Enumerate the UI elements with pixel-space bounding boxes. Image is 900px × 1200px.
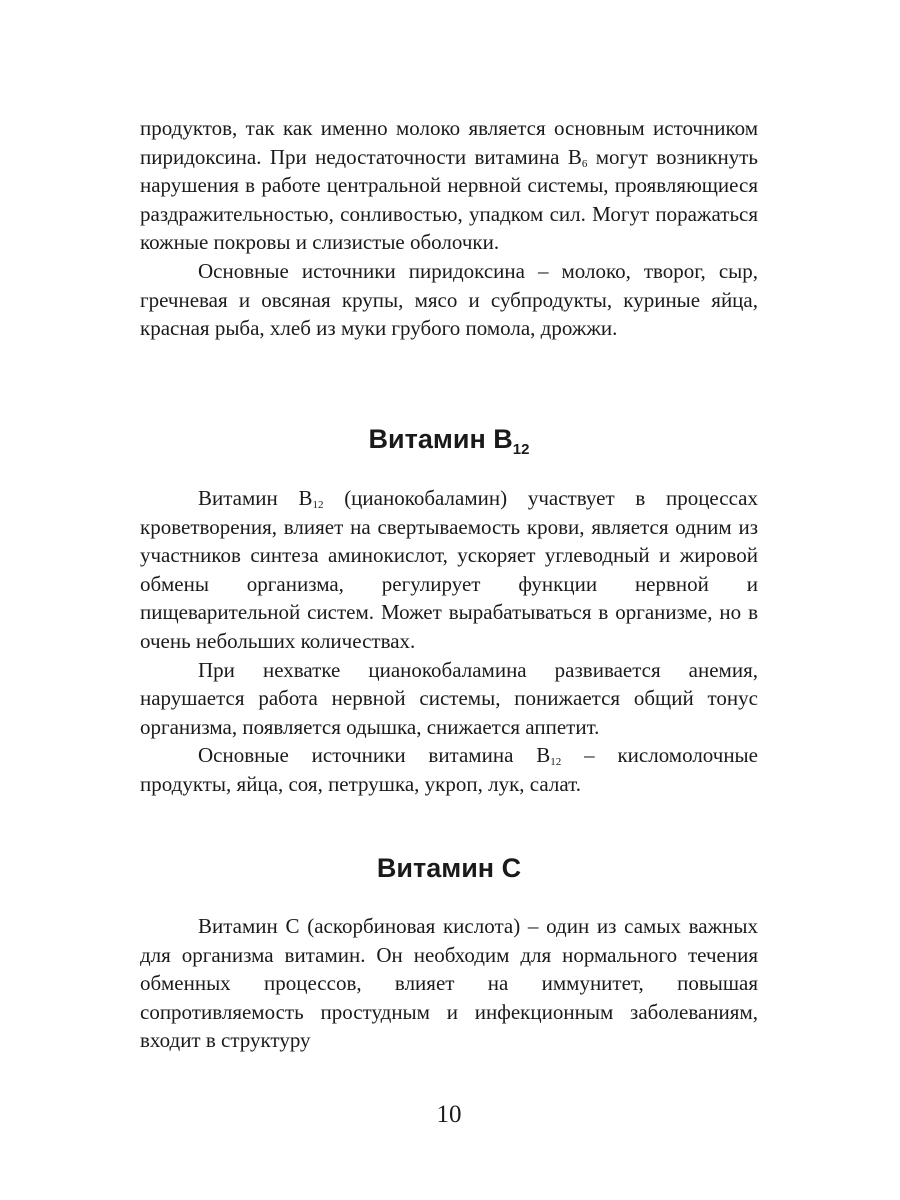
page-number: 10 [436,1101,462,1128]
section-vitamin-c [140,912,758,1055]
paragraph-b6-sources: Основные источники пиридоксина – молоко, творог, сыр, гречневая и овсяная крупы, мясо и субпродукты, куриные яйца, красная рыба, хлеб из муки грубого помола, дрожжи. [140,258,758,341]
paragraph-b12-intro: Витамин $В_{12}$ (цианокобаламин) участвует в процессах кроветворения, влияет на свертываемость крови, является одним из участников синтеза аминокислот, ускоряет углеводный и жировой обмены организма, регулирует функции нервной и пищеварительной систем. Может вырабатываться в организме, но в очень небольших количествах. [140,486,758,653]
section-b6-continuation [140,114,758,343]
section-b12 [140,484,758,799]
paragraph-b12-sources: Основные источники витамина $В_{12}$ – кисломолочные продукты, яйца, соя, петрушка, укроп, лук, салат. [140,743,758,796]
paragraph-b6-deficiency: продуктов, так как именно молоко является основным источником пиридоксина. При недостаточности витамина $В_6$ могут возникнуть нарушения в работе центральной нервной системы, проявляющиеся раздражительностью, сонливостью, упадком сил. Могут поражаться кожные покровы и слизистые оболочки. [140,116,758,255]
paragraph-b12-deficiency: При нехватке цианокобаламина развивается анемия, нарушается работа нервной системы, понижается общий тонус организма, появляется одышка, снижается аппетит. [140,657,758,739]
paragraph-vitamin-c-intro: Витамин С (аскорбиновая кислота) – один из самых важных для организма витамин. Он необходим для нормального течения обменных процессов, влияет на иммунитет, повышая сопротивляемость простудным и инфекционным заболеваниям, входит в структуру [140,914,758,1053]
heading-vitamin-c: Витамин С [376,853,522,883]
heading-vitamin-b12: Витамин $В_{12}$ [368,424,530,458]
